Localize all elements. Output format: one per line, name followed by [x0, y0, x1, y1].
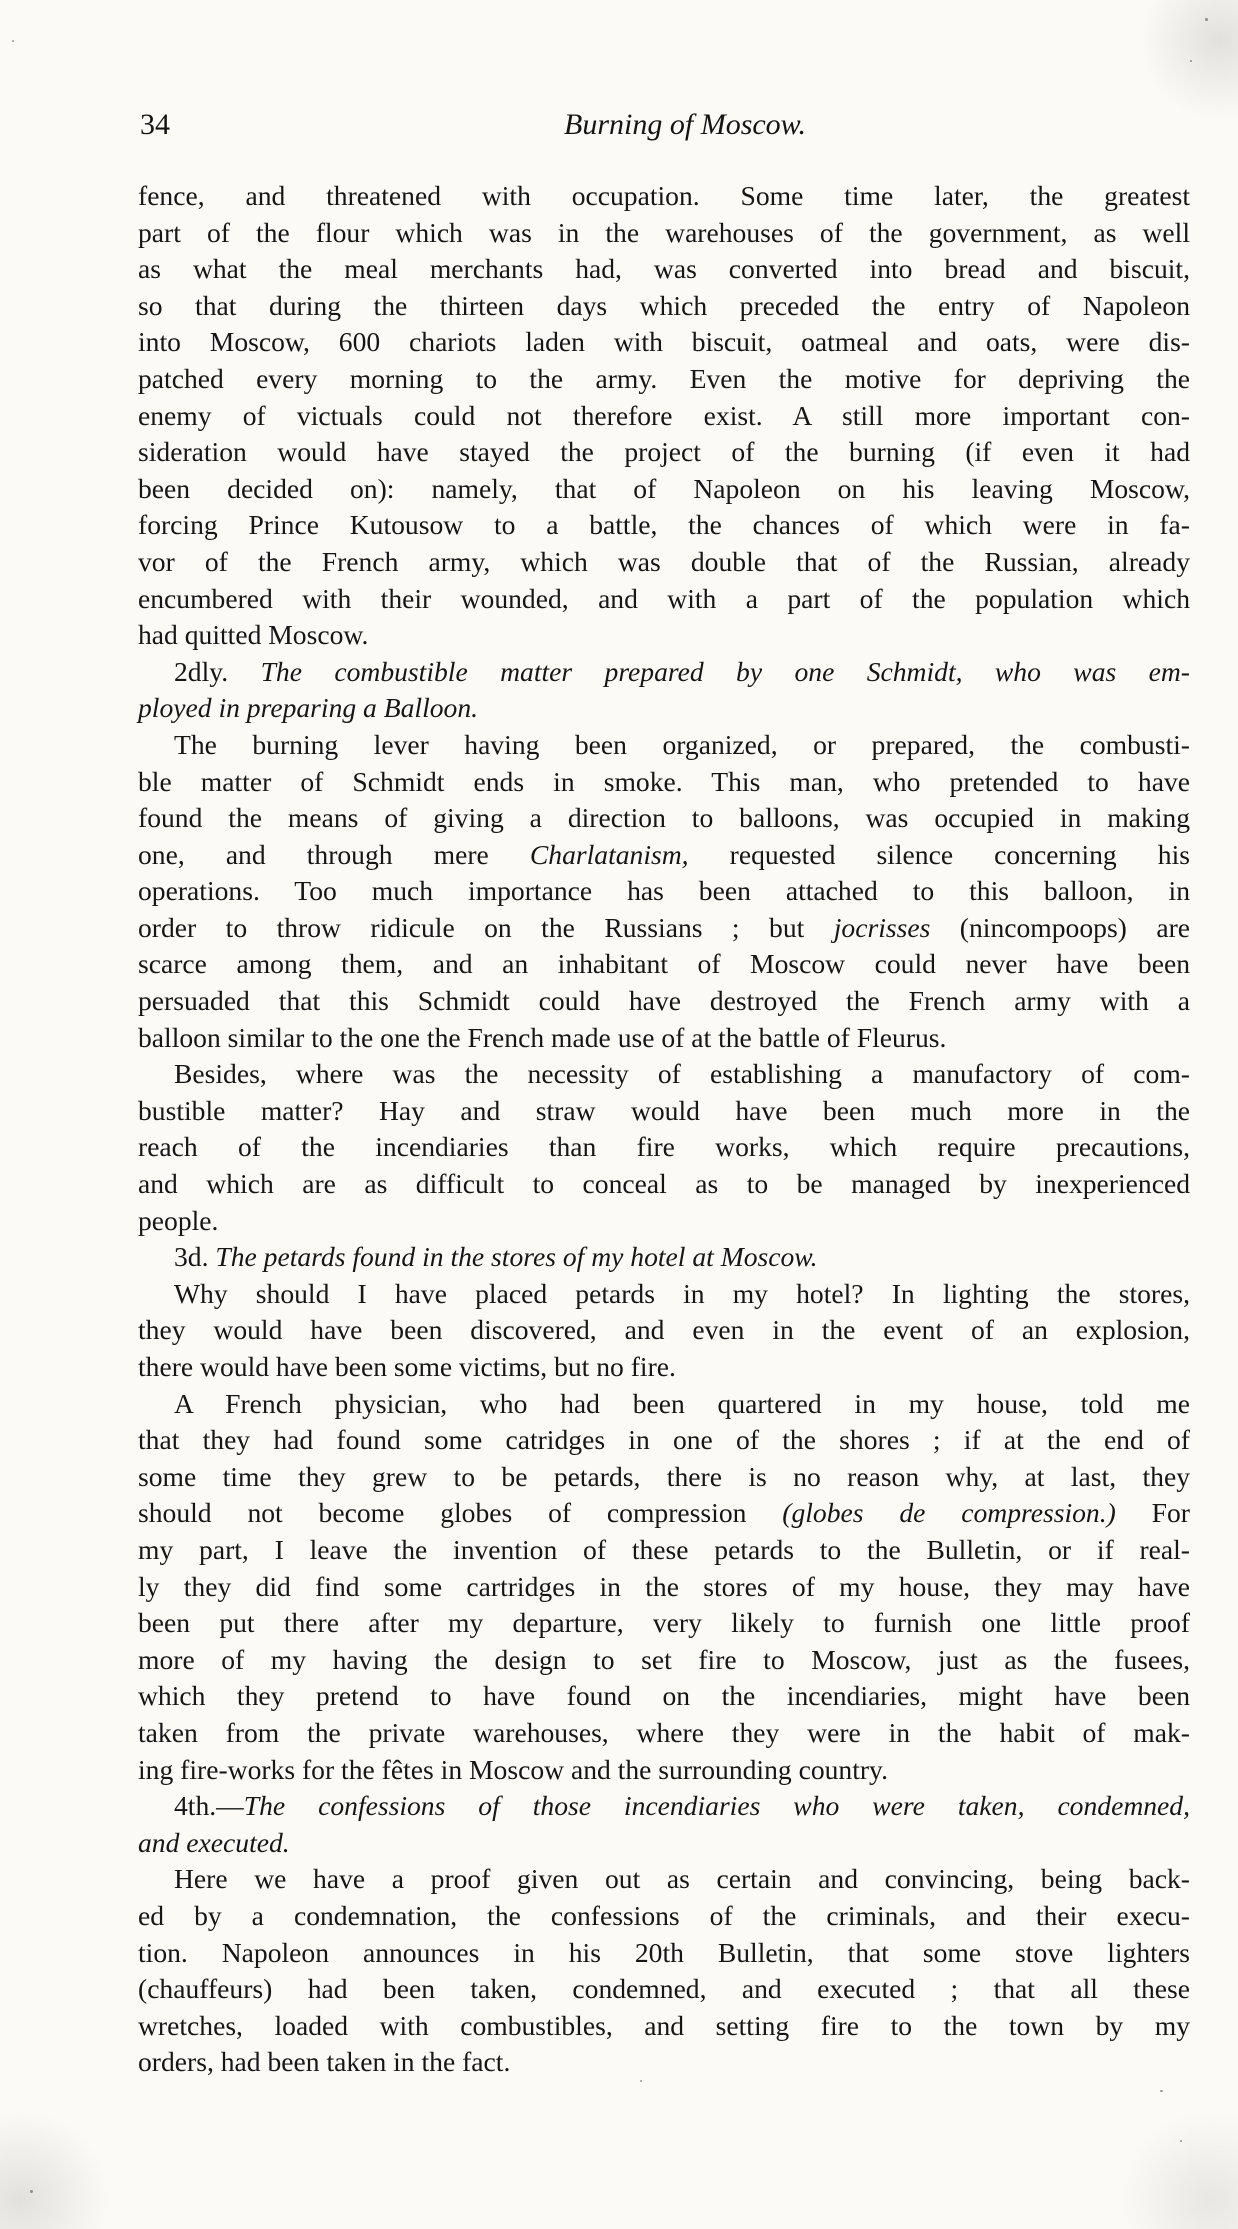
- text-line: [138, 1788, 1190, 1825]
- text-line: [138, 1239, 1190, 1276]
- text-line: [138, 2044, 1190, 2081]
- text-line: [138, 983, 1190, 1020]
- text-line: [138, 1422, 1190, 1459]
- text-line: [138, 764, 1190, 801]
- text-line: [138, 727, 1190, 764]
- line-text: into Moscow, 600 chariots laden with biscuit, oatmeal and oats, were dis-: [138, 326, 1190, 358]
- text-line: [138, 434, 1190, 471]
- scan-speck: [640, 2080, 642, 2082]
- scan-speck: [30, 2190, 33, 2193]
- italic-text: jocrisses: [833, 911, 931, 943]
- line-text: some time they grew to be petards, there is no reason why, at last, they: [138, 1460, 1190, 1492]
- line-text: ly they did find some cartridges in the stores of my house, they may have: [138, 1570, 1190, 1602]
- line-text: encumbered with their wounded, and with a part of the population which: [138, 582, 1190, 614]
- line-text: balloon similar to the one the French made use of at the battle of Fleurus.: [138, 1021, 947, 1053]
- line-text: ing fire-works for the fêtes in Moscow and the surrounding country.: [138, 1753, 888, 1785]
- line-text: scarce among them, and an inhabitant of Moscow could never have been: [138, 948, 1190, 980]
- text-line: [138, 837, 1190, 874]
- scan-speck: [1180, 2140, 1182, 2142]
- line-text: been decided on): namely, that of Napoleon on his leaving Moscow,: [138, 472, 1190, 504]
- page-number: 34: [140, 108, 170, 141]
- text-line: [138, 544, 1190, 581]
- line-text: tion. Napoleon announces in his 20th Bulletin, that some stove lighters: [138, 1936, 1190, 1968]
- text-line: [138, 910, 1190, 947]
- line-text: patched every morning to the army. Even the motive for depriving the: [138, 362, 1190, 394]
- text-line: [138, 1166, 1190, 1203]
- text-line: [138, 288, 1190, 325]
- text-line: [138, 251, 1190, 288]
- line-text: forcing Prince Kutousow to a battle, the chances of which were in fa-: [138, 509, 1190, 541]
- line-text: taken from the private warehouses, where they were in the habit of mak-: [138, 1716, 1190, 1748]
- line-text: sideration would have stayed the project of the burning (if even it had: [138, 436, 1190, 468]
- line-text: which they pretend to have found on the incendiaries, might have been: [138, 1680, 1190, 1712]
- page-header: [140, 108, 1190, 152]
- line-text: ble matter of Schmidt ends in smoke. This man, who pretended to have: [138, 765, 1190, 797]
- italic-text: and executed.: [138, 1826, 290, 1858]
- italic-text: The combustible matter prepared by one Schmidt, who was em-: [260, 655, 1190, 687]
- text-line: [138, 1715, 1190, 1752]
- italic-text: Charlatanism,: [529, 838, 689, 870]
- text-line: [138, 1642, 1190, 1679]
- text-line: [138, 1678, 1190, 1715]
- line-text: there would have been some victims, but no fire.: [138, 1351, 676, 1382]
- line-text: had quitted Moscow.: [138, 619, 369, 651]
- line-text: enemy of victuals could not therefore exist. A still more important con-: [138, 399, 1190, 431]
- text-line: [138, 1056, 1190, 1093]
- scan-speck: [1205, 18, 1208, 21]
- text-line: [138, 1276, 1190, 1313]
- italic-text: The confessions of those incendiaries who were taken, condemned,: [243, 1790, 1190, 1822]
- line-text: part of the flour which was in the warehouses of the government, as well: [138, 216, 1190, 248]
- text-line: [138, 1752, 1190, 1789]
- line-text: (chauffeurs) had been taken, condemned, and executed ; that all these: [138, 1973, 1190, 2005]
- line-text: Here we have a proof given out as certain and convincing, being back-: [174, 1863, 1190, 1895]
- line-text: 3d.: [174, 1241, 216, 1273]
- line-text: vor of the French army, which was double that of the Russian, already: [138, 545, 1190, 577]
- text-line: [138, 1898, 1190, 1935]
- line-text: order to throw ridicule on the Russians ; but: [138, 911, 834, 943]
- italic-text: ployed in preparing a Balloon.: [138, 692, 479, 724]
- text-line: [138, 1349, 1190, 1386]
- text-line: [138, 1569, 1190, 1606]
- italic-text: (globes de compression.): [782, 1497, 1116, 1529]
- line-text: orders, had been taken in the fact.: [138, 2046, 511, 2078]
- line-text: ed by a condemnation, the confessions of the criminals, and their execu-: [138, 1899, 1190, 1931]
- text-line: [138, 398, 1190, 435]
- text-line: [138, 1203, 1190, 1240]
- text-line: [138, 178, 1190, 215]
- text-line: [138, 654, 1190, 691]
- line-text: that they had found some catridges in one of the shores ; if at the end of: [138, 1424, 1190, 1456]
- line-text: as what the meal merchants had, was converted into bread and biscuit,: [138, 253, 1190, 285]
- line-text: A French physician, who had been quartered in my house, told me: [174, 1387, 1190, 1419]
- line-text: (nincompoops) are: [930, 911, 1191, 943]
- line-text: The burning lever having been organized, or prepared, the combusti-: [174, 728, 1190, 760]
- running-title: Burning of Moscow.: [564, 108, 806, 141]
- line-text: should not become globes of compression: [138, 1497, 783, 1529]
- text-line: [138, 1020, 1190, 1057]
- text-line: [138, 1459, 1190, 1496]
- text-line: [138, 471, 1190, 508]
- text-line: [138, 1129, 1190, 1166]
- scan-speck: [1190, 60, 1192, 62]
- line-text: fence, and threatened with occupation. Some time later, the greatest: [138, 180, 1190, 211]
- text-line: [138, 507, 1190, 544]
- line-text: wretches, loaded with combustibles, and setting fire to the town by my: [138, 2009, 1190, 2041]
- line-text: one, and through mere: [138, 838, 530, 870]
- text-line: [138, 1386, 1190, 1423]
- body-text: [138, 178, 1190, 2081]
- line-text: persuaded that this Schmidt could have destroyed the French army with a: [138, 985, 1190, 1017]
- line-text: requested silence concerning his: [688, 838, 1190, 870]
- text-line: [138, 1495, 1190, 1532]
- line-text: been put there after my departure, very likely to furnish one little proof: [138, 1607, 1190, 1639]
- text-line: [138, 1312, 1190, 1349]
- line-text: operations. Too much importance has been attached to this balloon, in: [138, 875, 1190, 907]
- text-line: [138, 617, 1190, 654]
- text-line: [138, 1605, 1190, 1642]
- scan-speck: [12, 40, 14, 42]
- line-text: Why should I have placed petards in my hotel? In lighting the stores,: [174, 1277, 1190, 1309]
- line-text: bustible matter? Hay and straw would have been much more in the: [138, 1094, 1190, 1126]
- text-line: [138, 1532, 1190, 1569]
- italic-text: The petards found in the stores of my hotel at Moscow.: [215, 1241, 818, 1273]
- text-line: [138, 1093, 1190, 1130]
- text-line: [138, 324, 1190, 361]
- scan-speck: [1160, 2090, 1163, 2092]
- text-line: [138, 361, 1190, 398]
- text-line: [138, 800, 1190, 837]
- line-text: so that during the thirteen days which preceded the entry of Napoleon: [138, 289, 1190, 321]
- line-text: 2dly.: [174, 655, 261, 687]
- line-text: found the means of giving a direction to balloons, was occupied in making: [138, 802, 1190, 834]
- text-line: [138, 215, 1190, 252]
- text-line: [138, 1825, 1190, 1862]
- text-line: [138, 690, 1190, 727]
- text-line: [138, 581, 1190, 618]
- line-text: my part, I leave the invention of these petards to the Bulletin, or if real-: [138, 1533, 1190, 1565]
- text-line: [138, 873, 1190, 910]
- text-line: [138, 2008, 1190, 2045]
- text-line: [138, 946, 1190, 983]
- line-text: Besides, where was the necessity of establishing a manufactory of com-: [174, 1058, 1190, 1090]
- line-text: more of my having the design to set fire to Moscow, just as the fusees,: [138, 1643, 1190, 1675]
- line-text: For: [1115, 1497, 1190, 1529]
- text-line: [138, 1861, 1190, 1898]
- text-line: [138, 1935, 1190, 1972]
- line-text: and which are as difficult to conceal as to be managed by inexperienced: [138, 1168, 1190, 1200]
- line-text: they would have been discovered, and even in the event of an explosion,: [138, 1314, 1190, 1346]
- line-text: 4th.—: [174, 1790, 244, 1822]
- line-text: reach of the incendiaries than fire works, which require precautions,: [138, 1131, 1190, 1163]
- text-line: [138, 1971, 1190, 2008]
- line-text: people.: [138, 1204, 219, 1236]
